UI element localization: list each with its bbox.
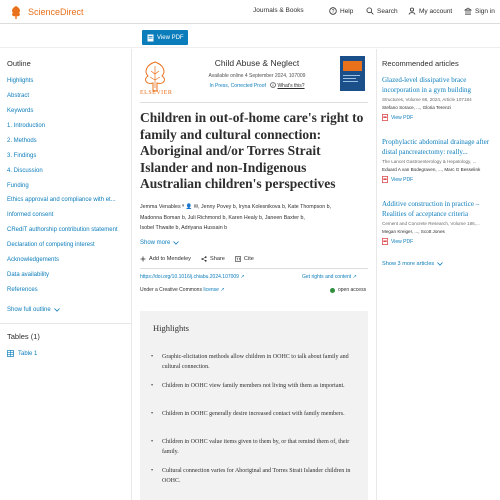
chevron-down-icon: [173, 241, 179, 245]
article-main: [132, 49, 376, 500]
show-full-outline-label: Show full outline: [7, 307, 51, 313]
open-access-icon: [330, 288, 335, 293]
table-1-label: Table 1: [18, 350, 38, 357]
pdf-icon: [382, 238, 388, 245]
recommended-view-pdf-button[interactable]: [382, 238, 499, 245]
recommended-article-authors: Stefano Sorace, ..., Gloria Terenzi: [382, 105, 451, 110]
outline-item-highlights[interactable]: Highlights: [7, 78, 34, 84]
cover-title-block: [343, 61, 362, 71]
cover-line: [343, 78, 356, 79]
show-more-button[interactable]: [140, 240, 179, 246]
view-pdf-button[interactable]: [142, 30, 188, 45]
outline-divider: [0, 323, 131, 324]
table-icon: [7, 350, 14, 357]
author-line[interactable]: Madonna Boman b, Juli Richmond b, Karen Healy b, Janeen Baxter b,: [140, 214, 305, 221]
cover-line: [343, 81, 358, 82]
pdf-icon: [382, 176, 388, 183]
license-prefix: Under a Creative Commons: [140, 287, 204, 293]
in-press-label: In Press, Corrected Proof: [209, 83, 266, 89]
bullet: •: [151, 468, 154, 474]
add-to-mendeley-button[interactable]: [140, 256, 191, 262]
outline-item-references[interactable]: References: [7, 287, 38, 293]
share-label: Share: [209, 256, 225, 262]
share-button[interactable]: [201, 256, 225, 262]
outline-item-ethics[interactable]: Ethics approval and compliance with et...: [7, 197, 116, 203]
open-access-badge: [330, 287, 366, 293]
recommended-panel: [376, 49, 500, 500]
outline-item-findings[interactable]: 3. Findings: [7, 153, 37, 159]
show-more-articles-label: Show 3 more articles: [382, 261, 435, 267]
outline-title: Outline: [7, 59, 31, 68]
recommended-article: [382, 76, 499, 121]
nav-help-label: Help: [340, 7, 354, 15]
quote-icon: [235, 256, 241, 262]
actions-divider: [140, 268, 368, 269]
outline-item-credit[interactable]: CRediT authorship contribution statement: [7, 227, 118, 233]
recommended-article-source: Cement and Concrete Research, Volume 186,...: [382, 221, 480, 226]
nav-help[interactable]: [329, 7, 353, 15]
nav-my-account-label: My account: [419, 7, 453, 15]
recommended-article-title[interactable]: Glazed-level dissipative brace incorporation in a gym building: [382, 76, 472, 94]
pdf-icon: [147, 34, 154, 42]
share-icon: [201, 256, 207, 262]
cite-button[interactable]: [235, 256, 254, 262]
show-more-label: Show more: [140, 240, 171, 246]
highlight-item: [151, 410, 356, 420]
tables-title: Tables (1): [7, 332, 40, 341]
outline-item-discussion[interactable]: 4. Discussion: [7, 168, 43, 174]
recommended-article-authors: Eduard A van Bodegraven, ..., Marc G Besselink: [382, 167, 481, 172]
show-more-articles-button[interactable]: [382, 261, 443, 267]
highlight-text: Children in OOHC value items given to them by, or that remind them of, their family.: [162, 439, 350, 455]
recommended-view-pdf-button[interactable]: [382, 114, 499, 121]
recommended-article-title[interactable]: Additive construction in practice – Realities of acceptance criteria: [382, 200, 480, 218]
nav-search-label: Search: [377, 7, 398, 15]
outline-item-keywords[interactable]: Keywords: [7, 108, 34, 114]
license-line: [140, 287, 225, 293]
table-1-link[interactable]: [7, 350, 37, 357]
article-actions: [140, 256, 254, 262]
nav-sign-in[interactable]: [464, 7, 495, 15]
doi-link[interactable]: https://doi.org/10.1016/j.chiabu.2024.107009 ↗: [140, 274, 245, 280]
outline-item-methods[interactable]: 2. Methods: [7, 138, 37, 144]
highlight-item: [151, 438, 356, 457]
author-list: [140, 202, 370, 234]
recommended-article-authors: Megan Kreiger, ..., Scott Jones: [382, 229, 445, 234]
bullet: •: [151, 354, 154, 360]
highlight-item: [151, 353, 356, 372]
toolbar: [0, 26, 500, 48]
elsevier-tree-icon: [8, 4, 24, 20]
bullet: •: [151, 411, 154, 417]
highlights-box: [140, 311, 368, 500]
author-line[interactable]: Isobel Thwaite b, Adriyana Hussain b: [140, 225, 228, 231]
open-access-label: open access: [338, 287, 367, 293]
highlight-text: Children in OOHC generally desire increased contact with family members.: [162, 411, 345, 417]
recommended-article-source: Structures, Volume 68, 2024, Article 107184: [382, 97, 472, 102]
outline-item-funding[interactable]: Funding: [7, 183, 29, 189]
in-press-line: [182, 82, 332, 89]
recommended-view-pdf-button[interactable]: [382, 176, 499, 183]
nav-journals-books-label: Journals & Books: [253, 7, 304, 14]
outline-item-competing-interest[interactable]: Declaration of competing interest: [7, 242, 95, 248]
top-header: [0, 0, 500, 24]
journal-title[interactable]: Child Abuse & Neglect: [214, 58, 300, 68]
available-online: Available online 4 September 2024, 107009: [208, 73, 306, 79]
recommended-article: [382, 138, 499, 183]
show-full-outline-button[interactable]: [7, 307, 60, 313]
outline-item-data-availability[interactable]: Data availability: [7, 272, 50, 278]
svg-text:?: ?: [331, 8, 335, 15]
header-divider: [140, 102, 368, 103]
view-pdf-label: View PDF: [157, 34, 184, 41]
highlight-item: [151, 467, 356, 486]
license-link[interactable]: license ↗: [203, 287, 225, 293]
help-icon: [329, 7, 337, 15]
journal-cover-image[interactable]: [340, 56, 365, 91]
highlight-text: Cultural connection varies for Aboriginal and Torres Strait Islander children in OOHC.: [162, 468, 351, 484]
sciencedirect-logo[interactable]: [8, 4, 84, 20]
info-icon: [270, 82, 276, 88]
view-pdf-label: View PDF: [391, 176, 414, 183]
highlights-title: Highlights: [153, 323, 189, 333]
highlight-item: [151, 382, 356, 392]
chevron-down-icon: [437, 262, 443, 266]
article-title: Children in out-of-home care's right to family and cultural connection: Aboriginal and/or Torres Strait Islander and non-Indigenous Australian children's perspectives: [140, 110, 364, 191]
search-icon: [366, 7, 374, 15]
brand-name: ScienceDirect: [28, 7, 84, 17]
nav-sign-in-label: Sign in: [475, 7, 495, 15]
outline-panel: [0, 49, 132, 500]
outline-item-abstract[interactable]: Abstract: [7, 93, 30, 99]
plus-icon: [140, 256, 146, 262]
outline-item-acknowledgements[interactable]: Acknowledgements: [7, 257, 60, 263]
outline-item-informed-consent[interactable]: Informed consent: [7, 212, 54, 218]
bullet: •: [151, 439, 154, 445]
institution-icon: [464, 7, 472, 15]
nav-search[interactable]: [366, 7, 398, 15]
view-pdf-label: View PDF: [391, 238, 414, 245]
author-line[interactable]: Jemma Venables ª 👤 ✉, Jenny Povey b, Iryna Kolesnikova b, Kate Thompson b,: [140, 204, 332, 210]
view-pdf-label: View PDF: [391, 114, 414, 121]
recommended-article: [382, 200, 499, 245]
chevron-down-icon: [54, 308, 60, 312]
recommended-title: Recommended articles: [382, 59, 459, 68]
nav-my-account[interactable]: [408, 7, 452, 15]
highlight-text: Graphic-elicitation methods allow children in OOHC to talk about family and cultural connection.: [162, 354, 349, 370]
recommended-article-source: The Lancet Gastroenterology & Hepatology, ...: [382, 159, 477, 164]
highlight-text: Children in OOHC view family members not living with them as important.: [162, 383, 345, 389]
cite-label: Cite: [243, 256, 254, 262]
bullet: •: [151, 383, 154, 389]
add-to-mendeley-label: Add to Mendeley: [149, 256, 191, 262]
cover-line: [343, 75, 360, 76]
account-icon: [408, 7, 416, 15]
publisher-name: ELSEVIER: [140, 90, 173, 96]
outline-item-introduction[interactable]: 1. Introduction: [7, 123, 46, 129]
pdf-icon: [382, 114, 388, 121]
whats-this-link[interactable]: What's this?: [277, 83, 305, 89]
nav-journals-books[interactable]: [253, 7, 304, 14]
rights-link[interactable]: Get rights and content ↗: [302, 274, 357, 280]
recommended-article-title[interactable]: Prophylactic abdominal drainage after distal pancreatectomy: really...: [382, 138, 490, 156]
